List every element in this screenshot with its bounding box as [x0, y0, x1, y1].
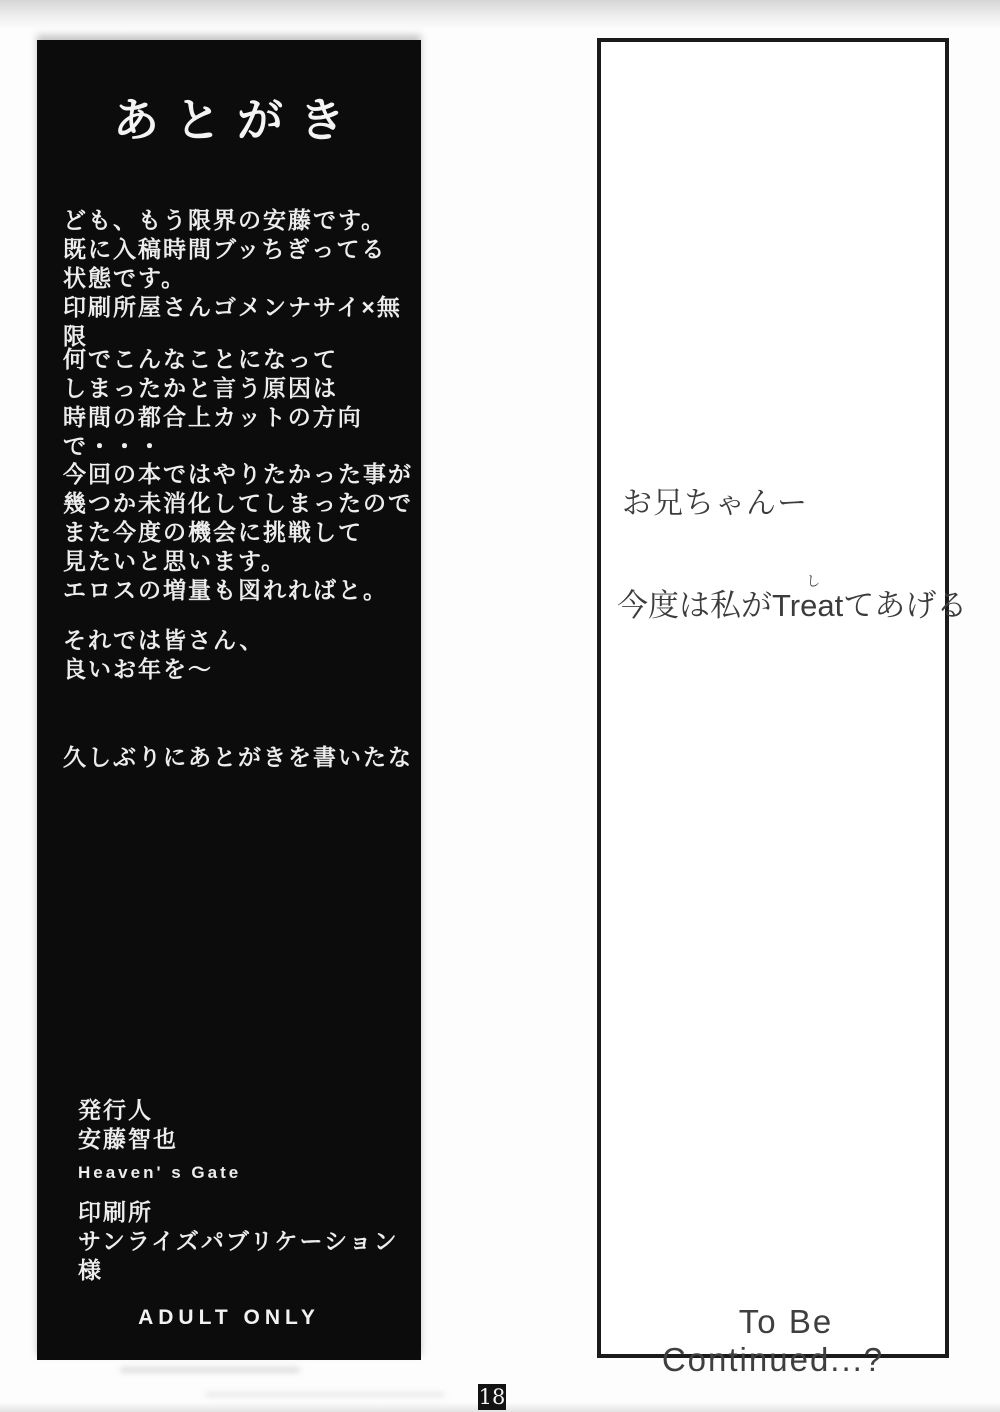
- page-number: 18: [478, 1385, 506, 1409]
- printer-name: サンライズパブリケーション様: [78, 1228, 399, 1283]
- afterword-line: 時間の都合上カットの方向で・・・: [63, 404, 363, 459]
- publisher-name: 安藤智也: [78, 1126, 178, 1152]
- speech-line-2: [617, 573, 968, 625]
- afterword-paragraph-reason: [63, 345, 413, 461]
- publisher-label: 発行人: [78, 1097, 153, 1123]
- afterword-paragraph-note: [63, 743, 413, 772]
- scan-smudge: [120, 1367, 300, 1373]
- afterword-paragraph-nexttime: [63, 460, 413, 605]
- afterword-line: 既に入稿時間ブッちぎってる: [63, 236, 387, 262]
- afterword-line: ども、もう限界の安藤です。: [63, 207, 387, 233]
- afterword-line: 何でこんなことになって: [63, 346, 338, 372]
- printer-label: 印刷所: [78, 1199, 153, 1225]
- afterword-line: それでは皆さん、: [63, 627, 265, 653]
- to-be-continued-text: To Be Continued...?: [661, 1303, 885, 1378]
- afterword-title: あとがき: [113, 94, 361, 146]
- adult-only-notice: ADULT ONLY: [138, 1306, 320, 1329]
- speech-line-2-suffix: てあげる: [843, 588, 968, 623]
- afterword-line: しまったかと言う原因は: [63, 375, 338, 401]
- colophon-printer: [78, 1198, 413, 1285]
- speech-line-1: お兄ちゃんー: [622, 487, 808, 520]
- speech-line-2-prefix: 今度は私が: [617, 588, 772, 623]
- afterword-line: 見たいと思います。: [63, 548, 287, 574]
- scan-smudge: [205, 1392, 445, 1397]
- afterword-line: 久しぶりにあとがきを書いたな: [63, 744, 413, 770]
- dialogue-panel: [597, 38, 968, 1378]
- scan-artifact-top: [0, 0, 1000, 30]
- afterword-paragraph-intro: [63, 206, 413, 351]
- afterword-line: 良いお年を～: [63, 656, 213, 682]
- furigana-shi: し: [806, 573, 821, 589]
- afterword-panel: [37, 40, 421, 1360]
- treat-latin: Treat: [772, 588, 844, 623]
- treat-word: [772, 573, 844, 624]
- afterword-line: 印刷所屋さんゴメンナサイ×無限: [63, 294, 402, 349]
- colophon-publisher: [78, 1096, 413, 1187]
- afterword-line: 幾つか未消化してしまったので: [63, 490, 413, 516]
- afterword-line: エロスの増量も図れればと。: [63, 577, 388, 603]
- afterword-line: また今度の機会に挑戦して: [63, 519, 363, 545]
- afterword-paragraph-farewell: [63, 626, 413, 684]
- afterword-line: 状態です。: [63, 265, 187, 291]
- circle-name: Heaven' s Gate: [78, 1163, 242, 1182]
- afterword-line: 今回の本ではやりたかった事が: [63, 461, 413, 487]
